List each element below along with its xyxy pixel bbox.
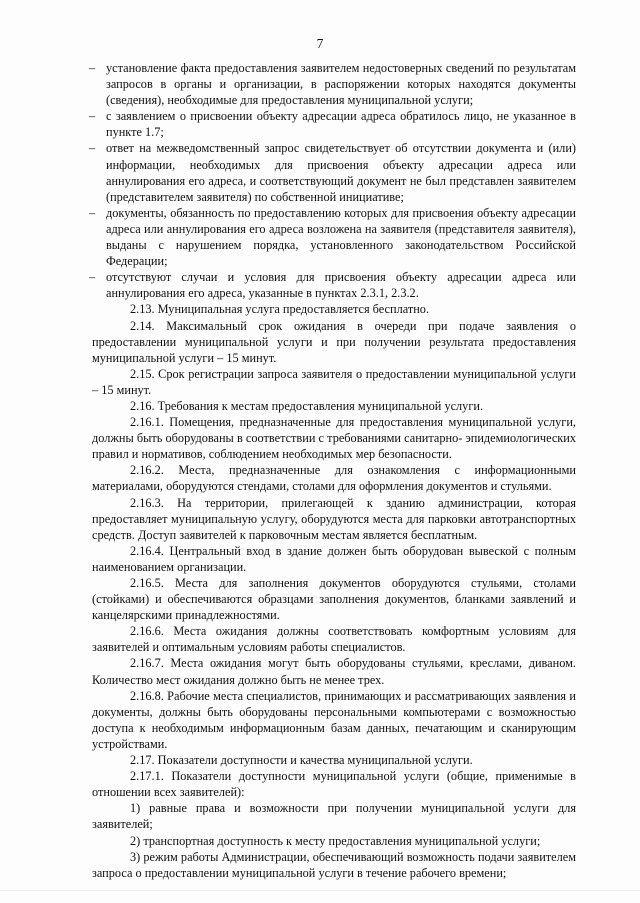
paragraph-2-16-2: 2.16.2. Места, предназначенные для ознакомления с информационными материалами, оборудуются стендами, столами для оформления документов и стульями. (92, 463, 576, 494)
paragraph-2-15: 2.15. Срок регистрации запроса заявителя о предоставлении муниципальной услуги – 15 минут. (92, 366, 576, 397)
scan-edge-divider (0, 890, 640, 891)
list-item (89, 205, 576, 269)
list-item-text: отсутствуют случаи и условия для присвоения объекту адресации адреса или аннулирования его адреса, указанные в пунктах 2.3.1, 2.3.2. (106, 270, 576, 301)
paragraph-2-13: 2.13. Муниципальная услуга предоставляется бесплатно. (130, 302, 430, 317)
paragraph-2-16-6: 2.16.6. Места ожидания должны соответствовать комфортным условиям для заявителей и оптимальным условиям работы специалистов. (92, 624, 576, 655)
list-item-text: установление факта предоставления заявителем недостоверных сведений по результатам запросов в органы и организации, в распоряжении которых находятся документы (сведения), необходимые для предоставления муниципальной услуги; (106, 61, 576, 108)
list-item-text: ответ на межведомственный запрос свидетельствует об отсутствии документа и (или) информации, необходимых для присвоения объекту адресации адреса или аннулирования его адреса, и соответствующий документ не был представлен заявителем (представителем заявителя) по собственной инициативе; (106, 141, 576, 204)
document-body (89, 60, 576, 881)
paragraph-2-16: 2.16. Требования к местам предоставления муниципальной услуги. (130, 398, 484, 413)
paragraph-2-16-3: 2.16.3. На территории, прилегающей к зданию администрации, которая предоставляет муниципальную услугу, оборудуются места для парковки автотранспортных средств. Доступ заявителей к парковочным местам является бесплатным. (92, 495, 576, 542)
paragraph-item-1: 1) равные права и возможности при получении муниципальной услуги для заявителей; (92, 801, 576, 832)
paragraph-2-16-5: 2.16.5. Места для заполнения документов оборудуются стульями, столами (стойками) и обеспечиваются образцами заполнения документов, бланками заявлений и канцелярскими принадлежностями. (92, 576, 576, 623)
page-number: 7 (316, 36, 324, 51)
paragraph-2-16-7: 2.16.7. Места ожидания могут быть оборудованы стульями, креслами, диваном. Количество мест ожидания должно быть не менее трех. (92, 656, 576, 687)
bullet-dash: – (89, 270, 96, 285)
paragraph-item-3: 3) режим работы Администрации, обеспечивающий возможность подачи заявителем запроса о предоставлении муниципальной услуги в течение рабочего времени; (92, 849, 576, 880)
list-item (89, 108, 576, 140)
bullet-dash: – (89, 109, 96, 124)
list-item (89, 60, 576, 108)
paragraph-2-14: 2.14. Максимальный срок ожидания в очереди при подаче заявления о предоставлении муниципальной услуги и при получении результата предоставления муниципальной услуги – 15 минут. (92, 318, 576, 365)
paragraph-item-2: 2) транспортная доступность к месту предоставления муниципальной услуги; (130, 833, 541, 848)
paragraph-2-17-1: 2.17.1. Показатели доступности муниципальной услуги (общие, применимые в отношении всех заявителей): (92, 769, 576, 800)
bullet-dash: – (89, 61, 96, 75)
list-item-text: с заявлением о присвоении объекту адресации адреса обратилось лицо, не указанное в пункте 1.7; (106, 109, 576, 140)
list-item (89, 269, 576, 301)
paragraph-2-16-1: 2.16.1. Помещения, предназначенные для предоставления муниципальной услуги, должны быть оборудованы в соответствии с требованиями санитарно- эпидемиологических правил и нормативов, соблюдением необходимых мер безопасности. (92, 415, 576, 462)
paragraph-2-16-8: 2.16.8. Рабочие места специалистов, принимающих и рассматривающих заявления и документы, должны быть оборудованы персональными компьютерами с возможностью доступа к необходимым информационным базам данных, печатающим и сканирующим устройствами. (92, 688, 576, 751)
paragraph-2-16-4: 2.16.4. Центральный вход в здание должен быть оборудован вывеской с полным наименованием организации. (92, 543, 576, 574)
bullet-dash: – (89, 205, 96, 220)
list-item-text: документы, обязанность по предоставлению которых для присвоения объекту адресации адреса или аннулирования его адреса возложена на заявителя (представителя заявителя), выданы с нарушением порядка, установленного законодательством Российской Федерации; (106, 205, 576, 269)
bullet-dash: – (89, 141, 96, 156)
list-item (89, 140, 576, 204)
paragraph-2-17: 2.17. Показатели доступности и качества муниципальной услуги. (130, 753, 473, 768)
